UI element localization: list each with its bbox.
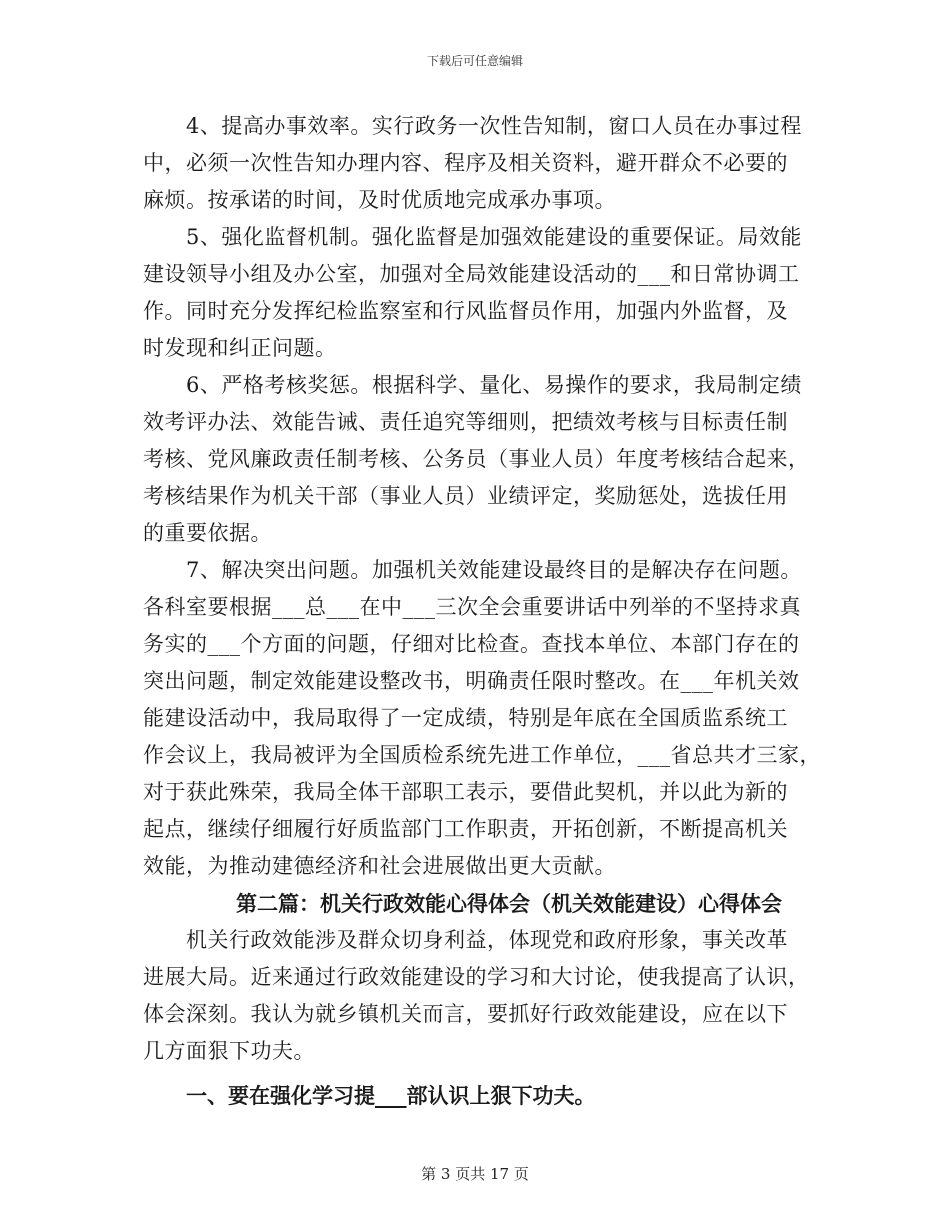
text-line: 效考评办法、效能告诫、责任追究等细则，把绩效考核与目标责任制: [143, 410, 788, 434]
document-body: [143, 108, 821, 1124]
paragraph-4: [143, 108, 815, 219]
page-number: 第 3 页共 17 页: [421, 1165, 529, 1183]
text-line: 4、提高办事效率。实行政务一次性告知制，窗口人员在办事过程: [186, 114, 802, 138]
text-line: 能建设活动中，我局取得了一定成绩，特别是年底在全国质监系统工: [143, 706, 788, 730]
paragraph-5: [143, 219, 815, 367]
paragraph-7: [143, 552, 821, 885]
page-header: 下载后可任意编辑: [426, 54, 523, 68]
text-line: 的重要依据。: [143, 521, 272, 545]
section-title: 第二篇：机关行政效能心得体会（机关效能建设）心得体会: [236, 891, 782, 916]
text-line: 7、解决突出问题。加强机关效能建设最终目的是解决存在问题。: [186, 558, 802, 582]
subheading: 一、要在强化学习提___部认识上狠下功夫。: [186, 1083, 596, 1108]
text-line: 起点，继续仔细履行好质监部门工作职责，开拓创新，不断提高机关: [143, 817, 788, 841]
text-line: 机关行政效能涉及群众切身利益，体现党和政府形象，事关改革: [186, 928, 788, 952]
text-line: 作会议上，我局被评为全国质检系统先进工作单位，___省总共才三家，: [143, 743, 821, 767]
text-line: 进展大局。近来通过行政效能建设的学习和大讨论，使我提高了认识，: [143, 965, 810, 989]
text-line: 各科室要根据___总___在中___三次全会重要讲话中列举的不坚持求真: [143, 595, 801, 619]
text-line: 考核、党风廉政责任制考核、公务员（事业人员）年度考核结合起来，: [143, 447, 810, 471]
text-line: 麻烦。按承诺的时间，及时优质地完成承办事项。: [143, 188, 616, 212]
text-line: 时发现和纠正问题。: [143, 336, 337, 360]
paragraph-6: [143, 367, 815, 552]
text-line: 考核结果作为机关干部（事业人员）业绩评定，奖励惩处，选拔任用: [143, 484, 788, 508]
text-line: 5、强化监督机制。强化监督是加强效能建设的重要保证。局效能: [186, 225, 802, 249]
text-line: 效能，为推动建德经济和社会进展做出更大贡献。: [143, 854, 616, 878]
text-line: 对于获此殊荣，我局全体干部职工表示，要借此契机，并以此为新的: [143, 780, 788, 804]
text-line: 体会深刻。我认为就乡镇机关而言，要抓好行政效能建设，应在以下: [143, 1002, 788, 1026]
text-line: 几方面狠下功夫。: [143, 1039, 315, 1063]
text-line: 作。同时充分发挥纪检监察室和行风监督员作用，加强内外监督，及: [143, 299, 788, 323]
text-line: 务实的___个方面的问题，仔细对比检查。查找本单位、本部门存在的: [143, 632, 800, 656]
text-line: 中，必须一次性告知办理内容、程序及相关资料，避开群众不必要的: [143, 151, 788, 175]
text-line: 6、严格考核奖惩。根据科学、量化、易操作的要求，我局制定绩: [186, 373, 802, 397]
text-line: 突出问题，制定效能建设整改书，明确责任限时整改。在___年机关效: [143, 669, 800, 693]
text-line: 建设领导小组及办公室，加强对全局效能建设活动的___和日常协调工: [143, 262, 800, 286]
section-paragraph: [143, 922, 815, 1070]
